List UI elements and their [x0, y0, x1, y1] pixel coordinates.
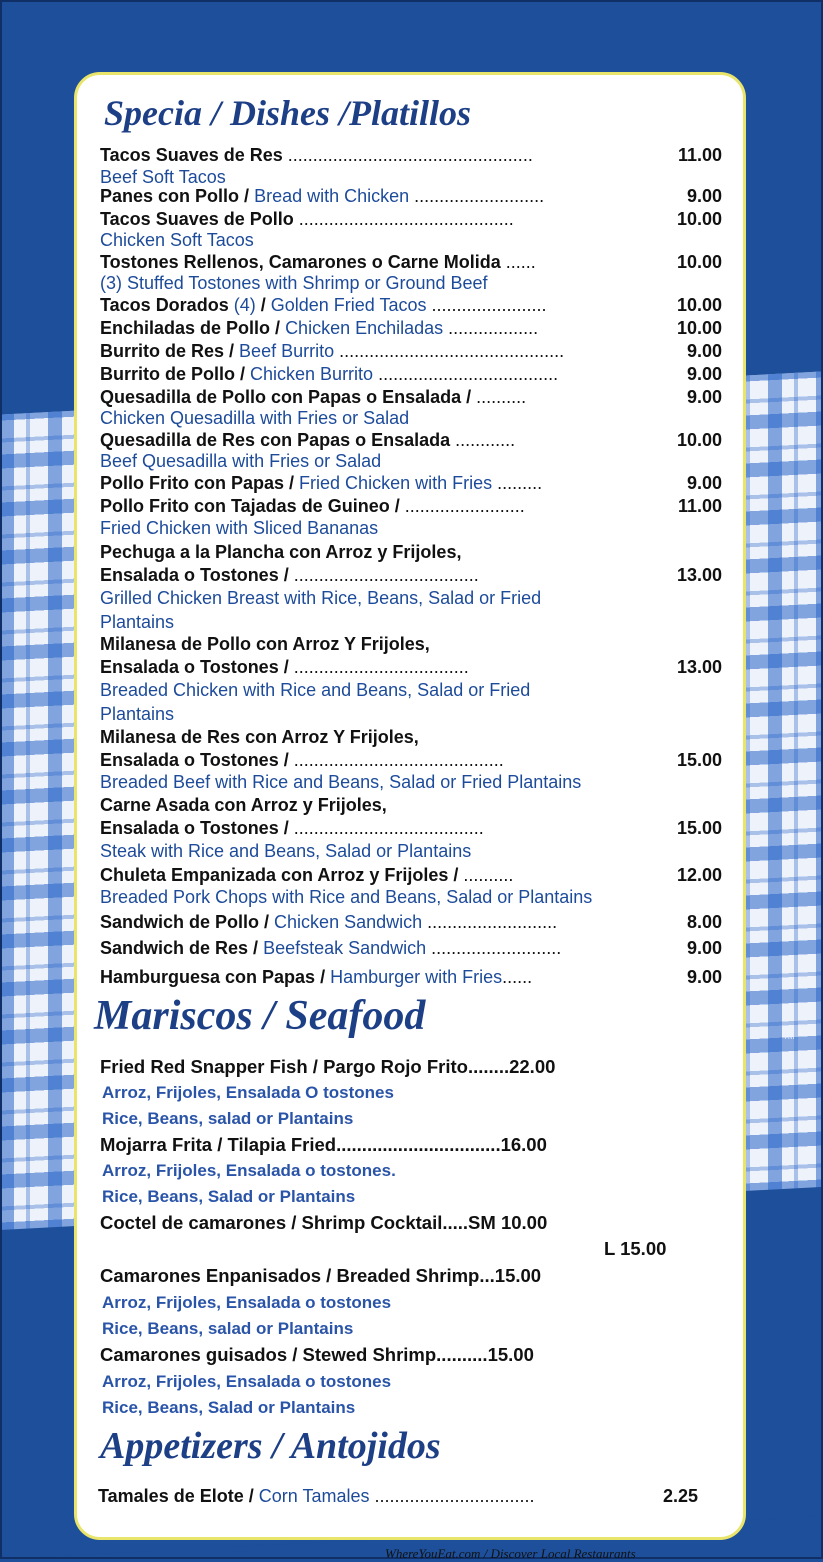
item-name: Hamburguesa con Papas	[100, 967, 316, 987]
item-english-name: Golden Fried Tacos	[270, 295, 427, 315]
item-name: Tacos Suaves de Res	[100, 145, 283, 165]
item-price: 9.00	[686, 364, 722, 384]
menu-item-row	[100, 185, 722, 209]
item-name: Pollo Frito con Tajadas de Guineo /	[100, 496, 400, 516]
item-english-name: Chicken Burrito	[250, 364, 374, 384]
menu-item-row	[100, 144, 722, 168]
menu-item-row-continued	[100, 749, 722, 773]
item-english-name: Chicken Sandwich	[274, 912, 423, 932]
item-description: (3) Stuffed Tostones with Shrimp or Ground Beef	[100, 273, 488, 293]
seafood-item-line: Camarones guisados / Stewed Shrimp..........15.00	[100, 1344, 534, 1365]
item-price: 9.00	[686, 473, 722, 493]
seafood-item-row	[100, 1212, 722, 1236]
item-description: Breaded Chicken with Rice and Beans, Salad or Fried	[100, 680, 531, 700]
item-name-continued: Ensalada o Tostones /	[100, 818, 289, 838]
item-description: Plantains	[100, 612, 175, 632]
dot-leader: .................................................	[282, 145, 533, 165]
item-price: 9.00	[686, 186, 722, 206]
menu-item-row	[100, 495, 722, 519]
seafood-description-english: Rice, Beans, Salad or Plantains	[102, 1398, 356, 1417]
seafood-description-spanish: Arroz, Frijoles, Ensalada o tostones	[102, 1372, 392, 1391]
dot-leader: ................................	[369, 1486, 535, 1506]
dot-leader: ..........................	[426, 938, 562, 958]
menu-item-row	[100, 340, 722, 364]
item-english-name: Corn Tamales	[258, 1486, 370, 1506]
seafood-item-line: Camarones Enpanisados / Breaded Shrimp...15.00	[100, 1265, 542, 1286]
separator: /	[248, 938, 264, 958]
item-price: 9.00	[686, 341, 722, 361]
separator: /	[243, 1486, 259, 1506]
seafood-description-english: Rice, Beans, Salad or Plantains	[102, 1187, 356, 1206]
menu-item-row	[100, 966, 722, 990]
item-name: Milanesa de Pollo con Arroz Y Frijoles,	[100, 634, 430, 654]
item-price: 11.00	[677, 145, 722, 165]
seafood-item-price-large	[604, 1238, 724, 1262]
item-name: Tamales de Elote	[98, 1486, 244, 1506]
item-description: Breaded Pork Chops with Rice and Beans, Salad or Plantains	[100, 887, 593, 907]
seafood-item-line: Mojarra Frita / Tilapia Fried................................16.00	[100, 1134, 547, 1155]
dot-leader: ....................................	[373, 364, 559, 384]
dot-leader: ..........	[471, 387, 527, 407]
dot-leader: .............................................	[334, 341, 565, 361]
item-description: Grilled Chicken Breast with Rice, Beans, Salad or Fried	[100, 588, 542, 608]
menu-item-row	[100, 363, 722, 387]
item-english-name: Beef Burrito	[239, 341, 335, 361]
menu-item-row	[100, 726, 722, 750]
separator: /	[239, 186, 255, 206]
item-name: Tacos Dorados	[100, 295, 229, 315]
menu-item-row	[100, 794, 722, 818]
item-price: 2.25	[662, 1486, 698, 1506]
item-name: Burrito de Res	[100, 341, 225, 361]
item-price: 11.00	[677, 496, 722, 516]
appetizer-item-row	[98, 1485, 698, 1509]
separator: /	[284, 473, 300, 493]
item-price: 15.00	[676, 818, 722, 838]
item-name: Sandwich de Pollo	[100, 912, 260, 932]
seafood-description-english: Rice, Beans, salad or Plantains	[102, 1319, 354, 1338]
item-price: 13.00	[676, 565, 722, 585]
menu-item-row	[100, 294, 722, 318]
item-english-name: Hamburger with Fries	[330, 967, 503, 987]
dot-leader: ...................................	[288, 657, 469, 677]
section-title-seafood: Mariscos / Seafood	[94, 993, 426, 1039]
seafood-description-english: Rice, Beans, salad or Plantains	[102, 1109, 354, 1128]
seafood-item-line: Fried Red Snapper Fish / Pargo Rojo Frito........22.00	[100, 1056, 556, 1077]
menu-item-row	[100, 541, 722, 565]
dot-leader: ..........................................	[288, 750, 504, 770]
menu-item-row	[100, 633, 722, 657]
dot-leader: ......	[502, 967, 533, 987]
item-name: Quesadilla de Res con Papas o Ensalada	[100, 430, 451, 450]
item-description: Steak with Rice and Beans, Salad or Plantains	[100, 841, 472, 861]
item-name: Enchiladas de Pollo	[100, 318, 271, 338]
seafood-description-spanish: Arroz, Frijoles, Ensalada O tostones	[102, 1083, 394, 1102]
item-price: 9.00	[686, 387, 722, 407]
item-english-name: Chicken Enchiladas	[285, 318, 444, 338]
separator: /	[259, 912, 275, 932]
dot-leader: ..........................	[422, 912, 558, 932]
item-price: 15.00	[676, 750, 722, 770]
dot-leader: ............	[450, 430, 516, 450]
seafood-item-row	[100, 1134, 722, 1158]
item-name: Pollo Frito con Papas	[100, 473, 285, 493]
item-name: Tostones Rellenos, Camarones o Carne Molida	[100, 252, 501, 272]
menu-item-row	[100, 911, 722, 935]
dot-leader: ..................	[443, 318, 539, 338]
dot-leader: .......................	[426, 295, 547, 315]
menu-item-row-continued	[100, 817, 722, 841]
item-name-continued: Ensalada o Tostones /	[100, 750, 289, 770]
item-description: Beef Soft Tacos	[100, 167, 226, 187]
item-name: Tacos Suaves de Pollo	[100, 209, 294, 229]
separator: /	[235, 364, 251, 384]
item-english-name: Fried Chicken with Fries	[299, 473, 493, 493]
dot-leader: ..........	[458, 865, 514, 885]
item-description: Beef Quesadilla with Fries or Salad	[100, 451, 382, 471]
dot-leader: ...........................................	[293, 209, 514, 229]
seafood-description-spanish: Arroz, Frijoles, Ensalada o tostones.	[102, 1161, 396, 1180]
seafood-item-row	[100, 1344, 722, 1368]
item-description: Chicken Soft Tacos	[100, 230, 254, 250]
item-description: Chicken Quesadilla with Fries or Salad	[100, 408, 410, 428]
item-price: 9.00	[686, 967, 722, 987]
item-english-name: Beefsteak Sandwich	[263, 938, 427, 958]
menu-item-row	[100, 937, 722, 961]
menu-item-row	[100, 472, 722, 496]
separator: /	[224, 341, 240, 361]
menu-item-row	[100, 317, 722, 341]
menu-item-row-continued	[100, 656, 722, 680]
item-description: Breaded Beef with Rice and Beans, Salad or Fried Plantains	[100, 772, 582, 792]
item-price: 8.00	[686, 912, 722, 932]
section-title-special: Specia / Dishes /Platillos	[104, 93, 472, 133]
dot-leader: ..........................	[409, 186, 545, 206]
dot-leader: ......................................	[288, 818, 484, 838]
section-title-appetizers: Appetizers / Antojidos	[100, 1425, 441, 1467]
item-name: Pechuga a la Plancha con Arroz y Frijoles,	[100, 542, 462, 562]
dot-leader: ........................	[399, 496, 525, 516]
item-price: 10.00	[676, 318, 722, 338]
item-price: 10.00	[676, 252, 722, 272]
dot-leader: .........	[492, 473, 543, 493]
seafood-item-row	[100, 1056, 722, 1080]
item-name: Panes con Pollo	[100, 186, 240, 206]
item-name: Quesadilla de Pollo con Papas o Ensalada /	[100, 387, 472, 407]
item-name: Milanesa de Res con Arroz Y Frijoles,	[100, 727, 419, 747]
item-price: 10.00	[676, 209, 722, 229]
seafood-item-line-2: L 15.00	[604, 1238, 667, 1259]
item-english-name: Bread with Chicken	[254, 186, 410, 206]
seafood-item-line: Coctel de camarones / Shrimp Cocktail.....SM 10.00	[100, 1212, 548, 1233]
item-name-continued: Ensalada o Tostones /	[100, 565, 289, 585]
item-name-continued: Ensalada o Tostones /	[100, 657, 289, 677]
menu-item-row-continued	[100, 564, 722, 588]
item-description: Plantains	[100, 704, 175, 724]
separator: /	[270, 318, 286, 338]
trademark-mark: TM	[783, 1032, 795, 1041]
seafood-item-row	[100, 1265, 722, 1289]
dot-leader: ......	[500, 252, 536, 272]
item-description: Fried Chicken with Sliced Bananas	[100, 518, 379, 538]
separator: /	[255, 295, 271, 315]
separator: /	[315, 967, 331, 987]
dot-leader: .....................................	[288, 565, 479, 585]
item-count: (4)	[228, 295, 256, 315]
seafood-description-spanish: Arroz, Frijoles, Ensalada o tostones	[102, 1293, 392, 1312]
item-price: 10.00	[676, 295, 722, 315]
menu-item-row	[100, 864, 722, 888]
item-name: Carne Asada con Arroz y Frijoles,	[100, 795, 387, 815]
item-price: 13.00	[676, 657, 722, 677]
item-name: Chuleta Empanizada con Arroz y Frijoles /	[100, 865, 459, 885]
item-price: 12.00	[676, 865, 722, 885]
item-name: Burrito de Pollo	[100, 364, 235, 384]
item-name: Sandwich de Res	[100, 938, 249, 958]
item-price: 9.00	[686, 938, 722, 958]
item-price: 10.00	[676, 430, 722, 450]
footer-watermark: WhereYouEat.com / Discover Local Restaurants	[385, 1546, 636, 1561]
